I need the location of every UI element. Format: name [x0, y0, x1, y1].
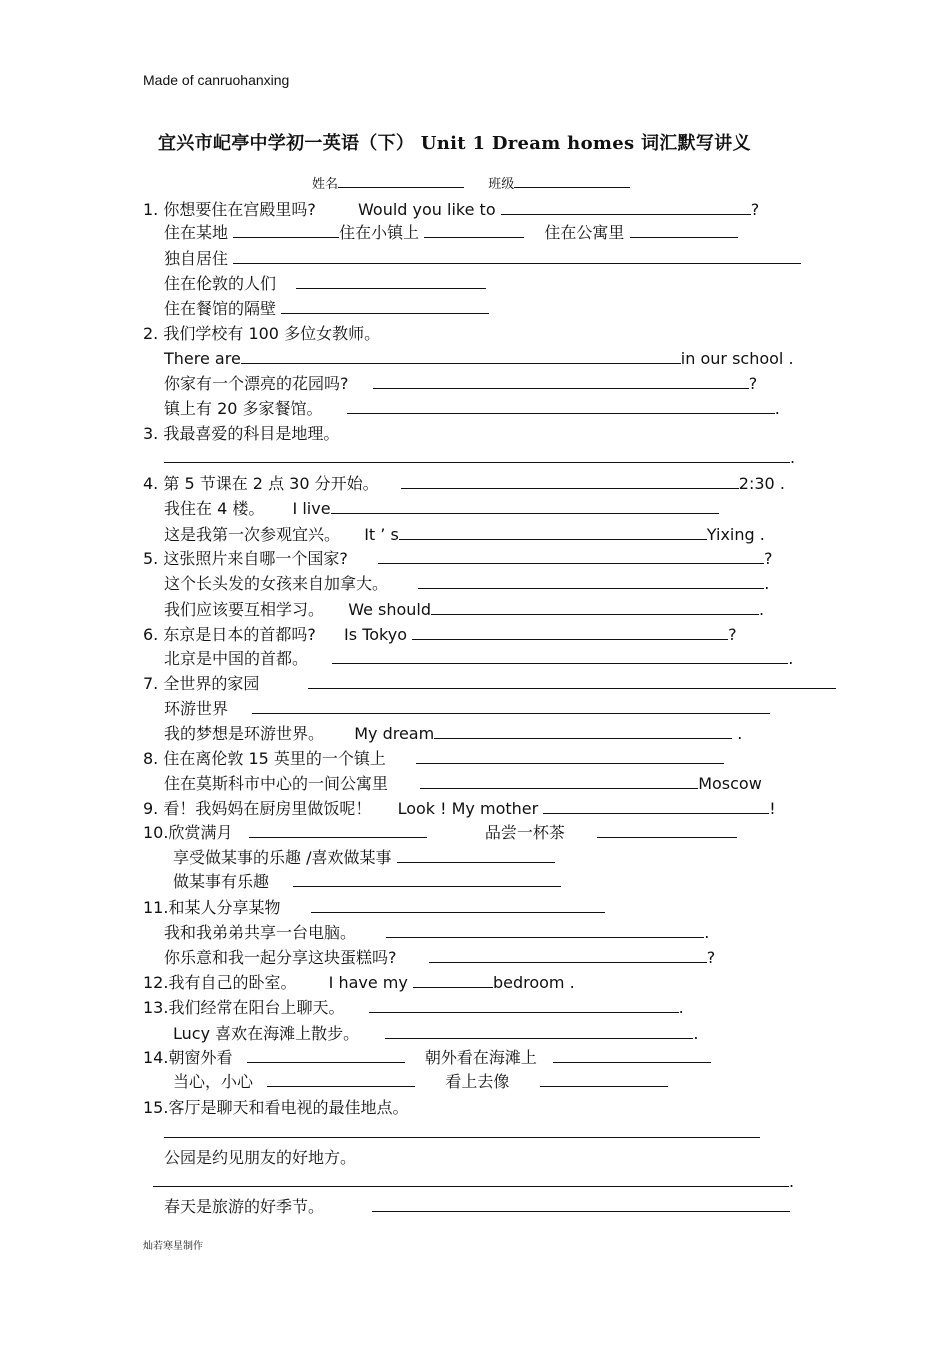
q7c-end: .	[737, 724, 743, 743]
q2a-line	[164, 347, 794, 368]
q1-blank[interactable]	[501, 198, 751, 215]
q1e-blank[interactable]	[296, 272, 486, 289]
q10d-blank[interactable]	[293, 870, 561, 887]
q4-cn: 第 5 节课在 2 点 30 分开始。	[163, 474, 379, 493]
q1f-cn: 住在餐馆的隔壁	[164, 299, 277, 318]
q14c-blank[interactable]	[267, 1070, 415, 1087]
q4c-blank[interactable]	[399, 523, 707, 540]
q1b-cn: 住在小镇上	[339, 223, 420, 242]
q12-number: 12.	[143, 973, 169, 992]
q6-line	[143, 622, 737, 645]
q14b-cn: 朝外看在海滩上	[424, 1048, 537, 1067]
q1a-blank[interactable]	[233, 221, 339, 238]
class-blank[interactable]	[514, 171, 630, 188]
q7b-blank[interactable]	[252, 697, 770, 714]
q10a-blank[interactable]	[249, 821, 427, 838]
q4b-cn: 我住在 4 楼。	[164, 499, 265, 518]
q11-number: 11.	[143, 898, 169, 917]
q12-blank[interactable]	[413, 971, 493, 988]
q1c-cn: 住在公寓里	[544, 223, 625, 242]
q12-cn: 我有自己的卧室。	[168, 973, 297, 992]
q9-en: Look ! My mother	[397, 799, 539, 818]
q11b-blank[interactable]	[386, 921, 704, 938]
q13b-cn: Lucy 喜欢在海滩上散步。	[173, 1024, 360, 1043]
q15c-blank[interactable]	[372, 1195, 790, 1212]
q4-end: 2:30 .	[738, 474, 785, 493]
q14c-cn: 当心，小心	[173, 1072, 254, 1091]
q2b-blank[interactable]	[373, 372, 749, 389]
q2c-end: .	[774, 399, 780, 418]
q5c-cn: 我们应该要互相学习。	[164, 600, 325, 619]
q2-number: 2.	[143, 324, 159, 343]
q2b-cn: 你家有一个漂亮的花园吗?	[164, 374, 349, 393]
q2c-line	[164, 396, 780, 419]
q15b-line	[164, 1145, 356, 1168]
q5b-end: .	[764, 574, 770, 593]
q4c-cn: 这是我第一次参观宜兴。	[164, 525, 341, 544]
q15b-cn: 公园是约见朋友的好地方。	[164, 1148, 357, 1167]
q5-blank[interactable]	[378, 547, 764, 564]
q14-line	[143, 1045, 711, 1068]
q10d-line	[173, 869, 561, 892]
q10b-blank[interactable]	[597, 821, 737, 838]
q6-cn: 东京是日本的首都吗?	[163, 625, 316, 644]
q7c-cn: 我的梦想是环游世界。	[164, 724, 325, 743]
q3a-line	[164, 446, 795, 467]
q11c-cn: 你乐意和我一起分享这块蛋糕吗?	[164, 948, 397, 967]
class-label: 班级	[488, 177, 515, 192]
q6-en: Is Tokyo	[344, 625, 407, 644]
q11a-cn: 和某人分享某物	[168, 898, 281, 917]
q14-number: 14.	[143, 1048, 169, 1067]
q10c-cn: 享受做某事的乐趣 /喜欢做某事	[173, 848, 392, 867]
q8-cn: 住在离伦敦 15 英里的一个镇上	[163, 749, 386, 768]
q5c-line	[164, 597, 764, 620]
q11-line	[143, 895, 605, 918]
q15c-cn: 春天是旅游的好季节。	[164, 1197, 325, 1216]
q11b-cn: 我和我弟弟共享一台电脑。	[164, 923, 357, 942]
q1c-blank[interactable]	[630, 221, 738, 238]
q5c-end: .	[759, 600, 765, 619]
q1f-line	[164, 296, 489, 319]
q14a-cn: 朝窗外看	[168, 1048, 233, 1067]
q10-line	[143, 820, 737, 843]
q1e-cn: 住在伦敦的人们	[164, 274, 277, 293]
q4c-line	[164, 522, 765, 545]
q1-line	[143, 197, 759, 220]
q4-number: 4.	[143, 474, 159, 493]
q7-cn: 全世界的家园	[163, 674, 260, 693]
q9-blank[interactable]	[543, 797, 769, 814]
q5-cn: 这张照片来自哪一个国家?	[163, 549, 348, 568]
q6b-blank[interactable]	[332, 647, 788, 664]
q3-cn: 我最喜爱的科目是地理。	[163, 424, 340, 443]
q5b-blank[interactable]	[418, 572, 764, 589]
q1d-line	[164, 246, 801, 269]
q6b-cn: 北京是中国的首都。	[164, 649, 309, 668]
q13b-blank[interactable]	[385, 1022, 693, 1039]
q11b-line	[164, 920, 709, 943]
q9-number: 9.	[143, 799, 159, 818]
q13b-end: .	[693, 1024, 699, 1043]
q14a-blank[interactable]	[247, 1046, 405, 1063]
q1-cn: 你想要住在宫殿里吗?	[163, 200, 316, 219]
q8-blank[interactable]	[416, 747, 724, 764]
q5-line	[143, 546, 773, 569]
q5c-blank[interactable]	[431, 598, 759, 615]
q12-en2: bedroom .	[492, 973, 575, 992]
q7b-cn: 环游世界	[164, 699, 229, 718]
q15a-blank[interactable]	[164, 1121, 760, 1138]
q7-line	[143, 671, 836, 694]
q5-end: ?	[764, 549, 773, 568]
q1b-blank[interactable]	[424, 221, 524, 238]
q4b-en: I live	[292, 499, 331, 518]
q8b-blank[interactable]	[420, 772, 698, 789]
q5c-en: We should	[348, 600, 432, 619]
q13-line	[143, 995, 684, 1018]
q11c-blank[interactable]	[429, 946, 707, 963]
q11c-end: ?	[706, 948, 716, 967]
q1-end: ?	[750, 200, 760, 219]
q7c-line	[164, 721, 742, 744]
q3-end: .	[790, 448, 796, 467]
q3-number: 3.	[143, 424, 159, 443]
page-title: 宜兴市屺亭中学初一英语（下） Unit 1 Dream homes 词汇默写讲义	[158, 133, 751, 154]
q3-line	[143, 421, 339, 444]
q15-cn: 客厅是聊天和看电视的最佳地点。	[168, 1098, 409, 1117]
q1a-cn: 住在某地	[164, 223, 229, 242]
q10b-cn: 品尝一杯茶	[484, 823, 565, 842]
q5b-line	[164, 571, 769, 594]
q7b-line	[164, 696, 770, 719]
q1d-blank[interactable]	[233, 247, 801, 264]
q7c-en: My dream	[354, 724, 435, 743]
q13b-line	[173, 1021, 698, 1044]
q8-line	[143, 746, 724, 769]
q4b-line	[164, 496, 719, 519]
q8b-cn: 住在莫斯科市中心的一间公寓里	[164, 774, 389, 793]
q4c-en: It ’ s	[364, 525, 399, 544]
q10c-blank[interactable]	[397, 846, 555, 863]
q10d-cn: 做某事有乐趣	[173, 872, 270, 891]
q2b-end: ?	[748, 374, 758, 393]
name-label: 姓名	[312, 177, 339, 192]
q1a-line	[164, 220, 738, 243]
q1d-cn: 独自居住	[164, 249, 229, 268]
q1e-line	[164, 271, 486, 294]
q2-cn: 我们学校有 100 多位女教师。	[163, 324, 381, 343]
q8b-end: Moscow	[698, 774, 762, 793]
q6b-line	[164, 646, 793, 669]
q2-line	[143, 321, 380, 344]
q13-blank[interactable]	[369, 996, 679, 1013]
q14c-line	[173, 1069, 668, 1092]
q5b-cn: 这个长头发的女孩来自加拿大。	[164, 574, 389, 593]
q4c-end: Yixing .	[706, 525, 765, 544]
header-text: Made of canruohanxing	[143, 72, 290, 88]
q15-number: 15.	[143, 1098, 169, 1117]
q11b-end: .	[704, 923, 710, 942]
q15b-answer-line	[153, 1170, 794, 1191]
q15-line	[143, 1095, 408, 1118]
q9-line	[143, 796, 776, 819]
q2b-line	[164, 371, 757, 394]
q5-number: 5.	[143, 549, 159, 568]
q3-blank[interactable]	[164, 446, 790, 463]
q14b-blank[interactable]	[553, 1046, 711, 1063]
q6-end: ?	[728, 625, 737, 644]
q6-blank[interactable]	[412, 623, 728, 640]
q14d-cn: 看上去像	[445, 1072, 510, 1091]
q1-en: Would you like to	[358, 200, 496, 219]
q10c-line	[173, 845, 555, 868]
q4b-blank[interactable]	[331, 497, 719, 514]
student-info	[312, 171, 630, 192]
q2c-blank[interactable]	[347, 397, 775, 414]
q11c-line	[164, 945, 715, 968]
q7c-blank[interactable]	[434, 722, 732, 739]
q10-number: 10.	[143, 823, 169, 842]
q11a-blank[interactable]	[311, 896, 605, 913]
q8-number: 8.	[143, 749, 159, 768]
q4-blank[interactable]	[401, 472, 739, 489]
q2a-en1: There are	[164, 349, 241, 368]
q1f-blank[interactable]	[281, 297, 489, 314]
q14d-blank[interactable]	[540, 1070, 668, 1087]
q12-en1: I have my	[328, 973, 408, 992]
q2a-en2: in our school .	[680, 349, 794, 368]
q6-number: 6.	[143, 625, 159, 644]
q15c-line	[164, 1194, 790, 1217]
footer-text: 灿若寒星制作	[143, 1241, 203, 1252]
q12-line	[143, 970, 575, 993]
q13-cn: 我们经常在阳台上聊天。	[168, 998, 345, 1017]
q15b-end: .	[789, 1172, 795, 1191]
q13-end: .	[678, 998, 684, 1017]
name-blank[interactable]	[338, 171, 464, 188]
q8b-line	[164, 771, 762, 794]
q4-line	[143, 471, 785, 494]
q7-number: 7.	[143, 674, 159, 693]
q2a-blank[interactable]	[241, 347, 681, 364]
q1-number: 1.	[143, 200, 159, 219]
q15b-blank[interactable]	[153, 1170, 789, 1187]
q7-blank[interactable]	[308, 672, 836, 689]
q15a-line	[164, 1121, 760, 1142]
q13-number: 13.	[143, 998, 169, 1017]
q2c-cn: 镇上有 20 多家餐馆。	[164, 399, 323, 418]
q9-end: !	[769, 799, 776, 818]
q6b-end: .	[788, 649, 794, 668]
q10a-cn: 欣赏满月	[168, 823, 233, 842]
q9-cn: 看！我妈妈在厨房里做饭呢！	[163, 799, 372, 818]
